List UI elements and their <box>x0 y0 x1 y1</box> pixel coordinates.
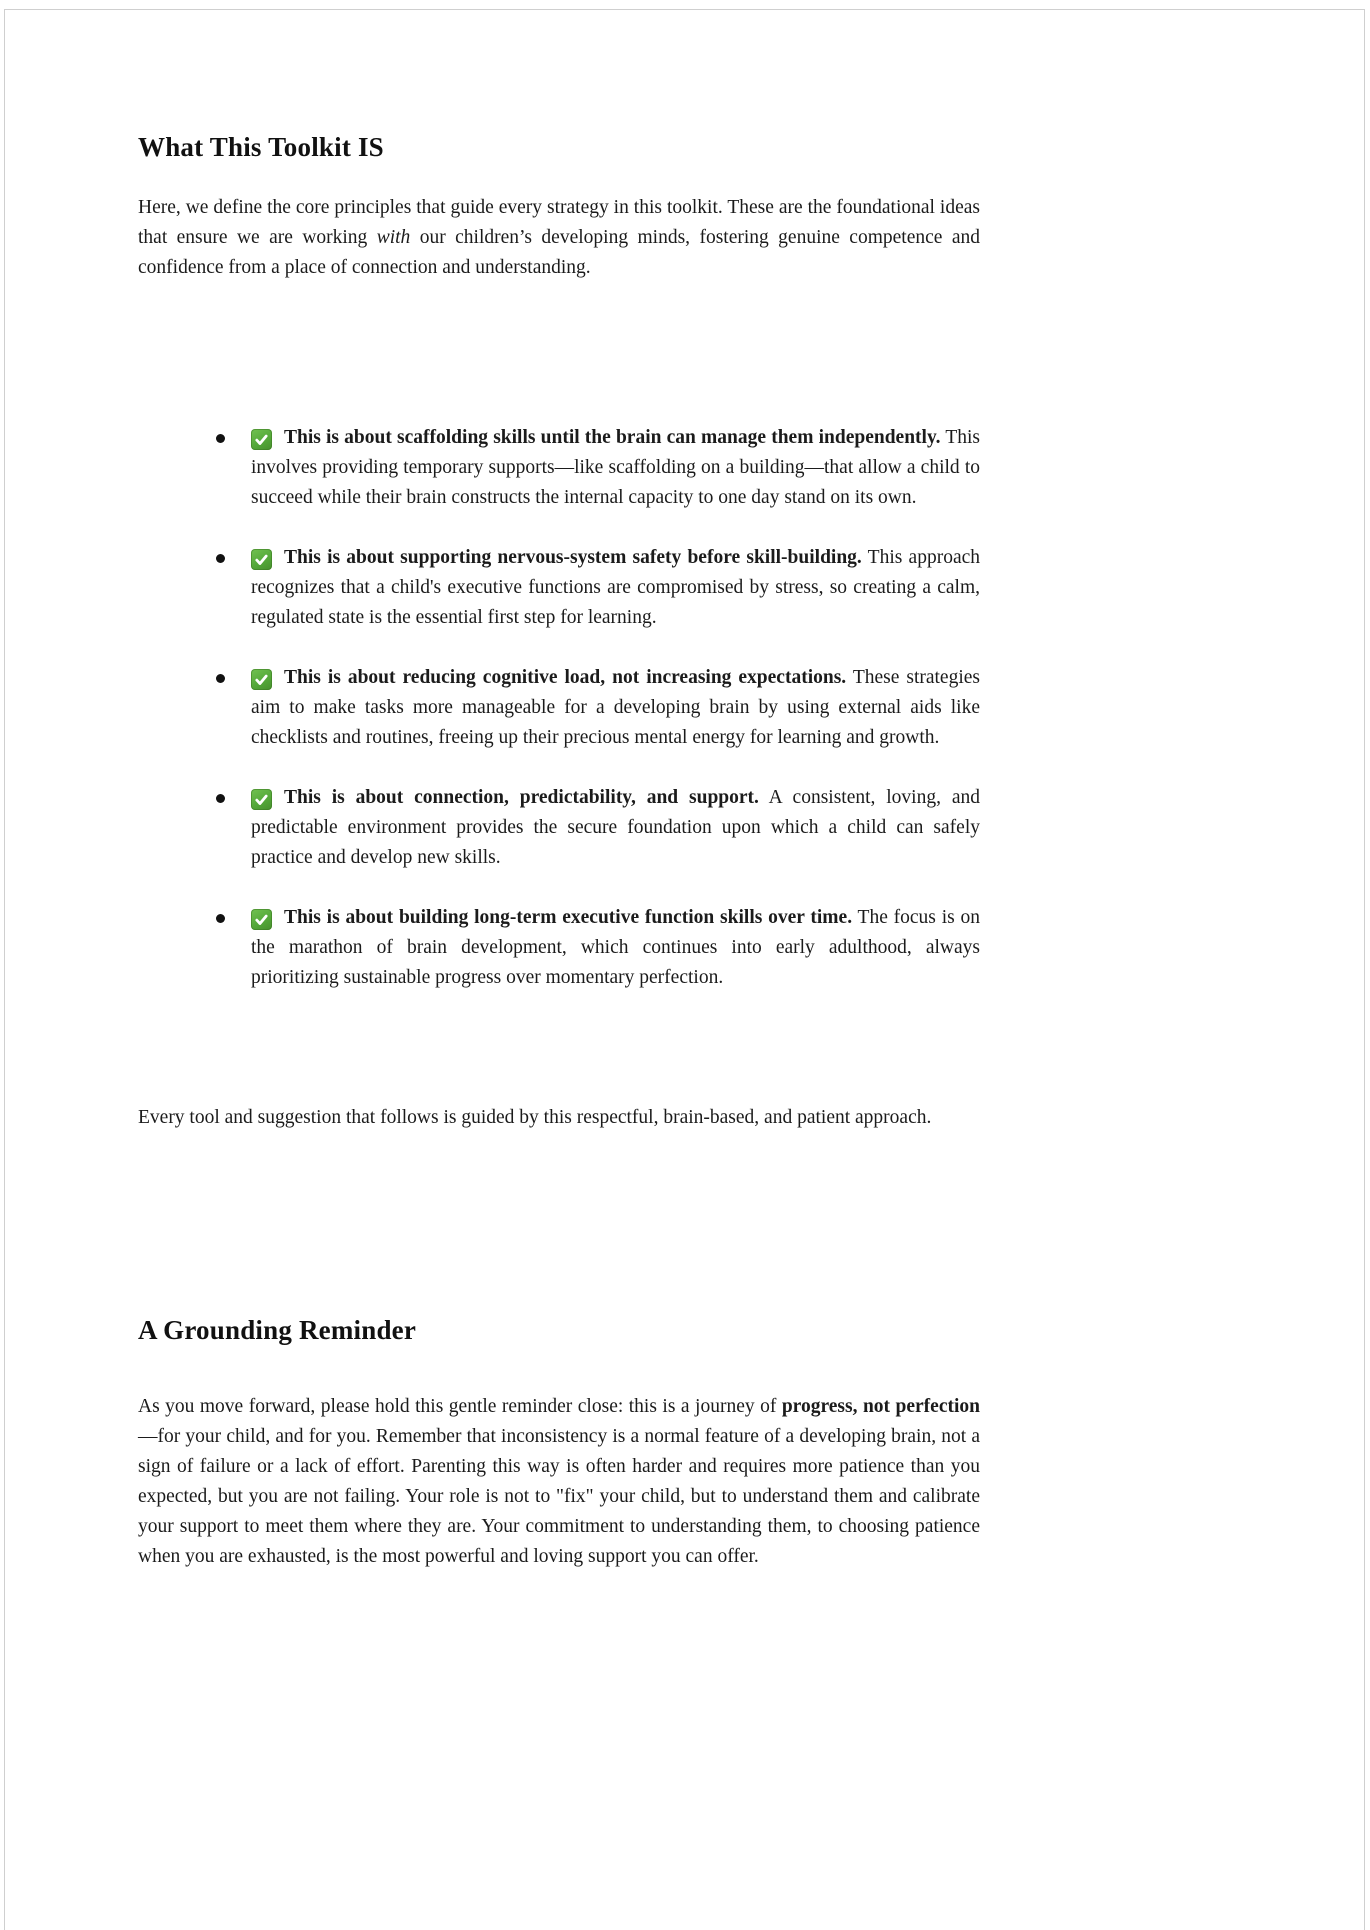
reminder-text-pre: As you move forward, please hold this gentle reminder close: this is a journey of <box>138 1396 782 1417</box>
section-heading-grounding-reminder: A Grounding Reminder <box>138 1315 417 1345</box>
bullet-bold-lead: This is about supporting nervous-system safety before skill-building. <box>284 547 862 568</box>
intro-italic-word: with <box>376 227 411 248</box>
reminder-text-post: —for your child, and for you. Remember that inconsistency is a normal feature of a developing brain, not a sign of failure or a lack of effort. Parenting this way is often harder and requires more patience than you expected, but you are not failing. Your role is not to "fix" your child, but to understand them and calibrate your support to meet them where they are. Your commitment to understanding them, to choosing patience when you are exhausted, is the most powerful and loving support you can offer. <box>138 1426 980 1567</box>
bullet-bold-lead: This is about building long-term executive function skills over time. <box>284 907 853 928</box>
bullet-bold-lead: This is about scaffolding skills until the brain can manage them independently. <box>284 427 941 448</box>
reminder-paragraph <box>138 1392 980 1572</box>
section-heading-what-this-toolkit-is: What This Toolkit IS <box>138 132 384 162</box>
document-page <box>4 9 1365 1930</box>
bullet-bold-lead: This is about connection, predictability, and support. <box>284 787 759 808</box>
bullet-description: A consistent, loving, and predictable environment provides the secure foundation upon which a child can safely practice and develop new skills. <box>251 787 980 868</box>
bullet-description: These strategies aim to make tasks more manageable for a developing brain by using external aids like checklists and routines, freeing up their precious mental energy for learning and growth. <box>251 667 980 748</box>
list-item <box>138 543 980 633</box>
intro-text-pre: Here, we define the core principles that guide every strategy in this toolkit. These are the foundational ideas that ensure we are working <box>138 197 980 248</box>
check-mark-icon <box>251 549 272 570</box>
intro-paragraph <box>138 193 980 283</box>
check-mark-icon <box>251 429 272 450</box>
bullet-description: This involves providing temporary supports—like scaffolding on a building—that allow a child to succeed while their brain constructs the internal capacity to one day stand on its own. <box>251 427 980 508</box>
bullet-description: This approach recognizes that a child's executive functions are compromised by stress, so creating a calm, regulated state is the essential first step for learning. <box>251 547 980 628</box>
bullet-description: The focus is on the marathon of brain development, which continues into early adulthood, always prioritizing sustainable progress over momentary perfection. <box>251 907 981 988</box>
check-mark-icon <box>251 909 272 930</box>
list-item <box>138 903 980 993</box>
bullet-dot-icon <box>216 674 225 683</box>
document-content <box>5 10 980 1572</box>
reminder-bold-phrase: progress, not perfection <box>781 1396 980 1417</box>
check-mark-icon <box>251 789 272 810</box>
closing-paragraph: Every tool and suggestion that follows is guided by this respectful, brain-based, and patient approach. <box>138 1107 932 1128</box>
principles-list <box>138 423 980 993</box>
check-mark-icon <box>251 669 272 690</box>
list-item <box>138 423 980 513</box>
list-item <box>138 663 980 753</box>
intro-text-post: our children’s developing minds, fostering genuine competence and confidence from a place of connection and understanding. <box>138 227 980 278</box>
bullet-dot-icon <box>216 434 225 443</box>
bullet-bold-lead: This is about reducing cognitive load, not increasing expectations. <box>284 667 847 688</box>
bullet-dot-icon <box>216 914 225 923</box>
bullet-dot-icon <box>216 794 225 803</box>
bullet-dot-icon <box>216 554 225 563</box>
list-item <box>138 783 980 873</box>
